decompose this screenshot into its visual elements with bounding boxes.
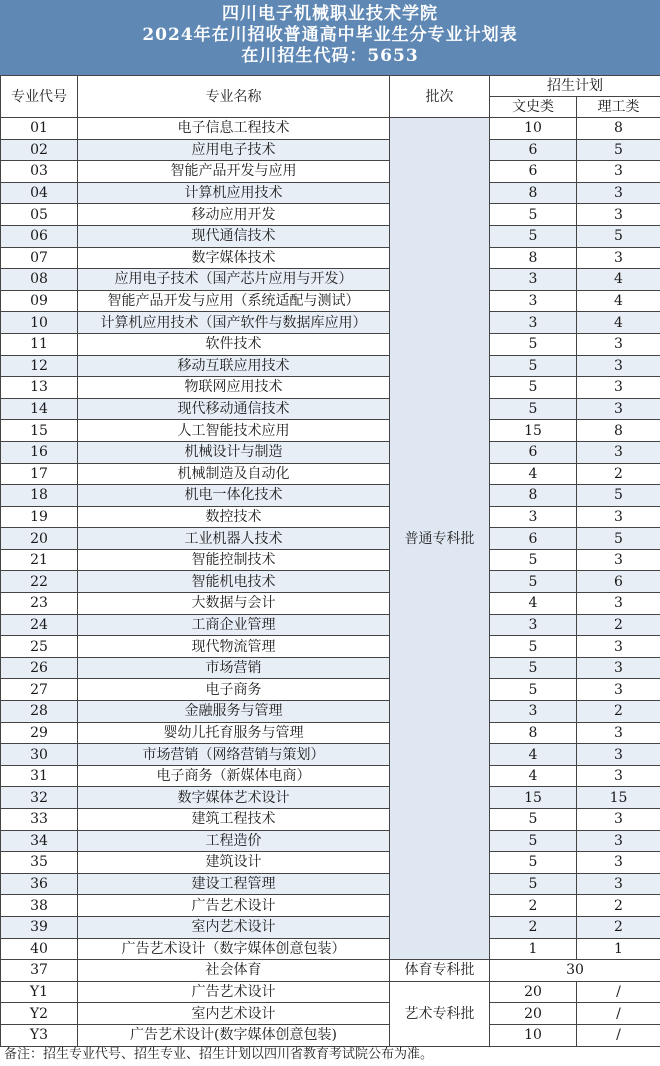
table-row [1, 463, 660, 485]
plan-wenshi: 3 [490, 290, 577, 312]
major-code: 34 [1, 830, 78, 852]
table-row [1, 333, 660, 355]
major-code: 27 [1, 679, 78, 701]
plan-wenshi: 3 [490, 701, 577, 723]
plan-wenshi: 10 [490, 1024, 577, 1046]
plan-ligong: / [577, 981, 660, 1003]
plan-wenshi: 5 [490, 355, 577, 377]
plan-ligong: 5 [577, 139, 660, 161]
plan-ligong: 3 [577, 182, 660, 204]
table-row [1, 528, 660, 550]
plan-title: 2024年在川招收普通高中毕业生分专业计划表 [142, 25, 518, 45]
plan-wenshi: 3 [490, 506, 577, 528]
table-row [1, 852, 660, 874]
major-name: 广告艺术设计 [78, 981, 390, 1003]
major-code: 04 [1, 182, 78, 204]
plan-ligong: 3 [577, 679, 660, 701]
major-name: 数控技术 [78, 506, 390, 528]
table-row [1, 787, 660, 809]
table-row [1, 269, 660, 291]
header-wenshi: 文史类 [490, 97, 577, 118]
major-code: 37 [1, 960, 78, 982]
plan-wenshi: 6 [490, 139, 577, 161]
plan-ligong: 3 [577, 744, 660, 766]
plan-ligong: 3 [577, 161, 660, 183]
table-row [1, 290, 660, 312]
plan-ligong: 15 [577, 787, 660, 809]
table-row [1, 549, 660, 571]
table-row [1, 895, 660, 917]
plan-ligong: 1 [577, 938, 660, 960]
plan-ligong: 2 [577, 463, 660, 485]
enrollment-plan-table [0, 75, 660, 1047]
major-name: 广告艺术设计 [78, 895, 390, 917]
major-code: 28 [1, 701, 78, 723]
plan-wenshi: 5 [490, 679, 577, 701]
major-code: 22 [1, 571, 78, 593]
major-name: 软件技术 [78, 333, 390, 355]
major-name: 应用电子技术 [78, 139, 390, 161]
table-row [1, 247, 660, 269]
plan-ligong: 3 [577, 247, 660, 269]
plan-ligong: 3 [577, 333, 660, 355]
major-name: 市场营销（网络营销与策划） [78, 744, 390, 766]
plan-ligong: 3 [577, 657, 660, 679]
plan-wenshi: 2 [490, 895, 577, 917]
plan-wenshi: 8 [490, 485, 577, 507]
table-row [1, 765, 660, 787]
plan-wenshi: 5 [490, 852, 577, 874]
table-row [1, 204, 660, 226]
major-name: 室内艺术设计 [78, 916, 390, 938]
plan-wenshi: 5 [490, 830, 577, 852]
major-code: Y2 [1, 1003, 78, 1025]
table-row [1, 118, 660, 140]
major-code: 32 [1, 787, 78, 809]
plan-wenshi: 5 [490, 377, 577, 399]
plan-wenshi: 10 [490, 118, 577, 140]
plan-wenshi: 6 [490, 441, 577, 463]
major-code: 36 [1, 873, 78, 895]
major-code: 26 [1, 657, 78, 679]
plan-ligong: 5 [577, 225, 660, 247]
plan-ligong: 3 [577, 852, 660, 874]
plan-ligong: 2 [577, 916, 660, 938]
plan-wenshi: 1 [490, 938, 577, 960]
major-code: 39 [1, 916, 78, 938]
plan-wenshi: 5 [490, 333, 577, 355]
major-name: 金融服务与管理 [78, 701, 390, 723]
plan-wenshi: 5 [490, 636, 577, 658]
major-code: 38 [1, 895, 78, 917]
plan-ligong: 2 [577, 614, 660, 636]
plan-wenshi: 6 [490, 528, 577, 550]
plan-ligong: 3 [577, 204, 660, 226]
plan-wenshi: 4 [490, 765, 577, 787]
major-name: 广告艺术设计（数字媒体创意包装） [78, 938, 390, 960]
plan-ligong: 3 [577, 636, 660, 658]
table-row [1, 722, 660, 744]
plan-wenshi: 2 [490, 916, 577, 938]
school-name: 四川电子机械职业技术学院 [222, 4, 438, 24]
major-code: 40 [1, 938, 78, 960]
major-name: 机电一体化技术 [78, 485, 390, 507]
major-name: 人工智能技术应用 [78, 420, 390, 442]
plan-wenshi: 4 [490, 593, 577, 615]
plan-ligong: 4 [577, 269, 660, 291]
header-ligong: 理工类 [577, 97, 660, 118]
table-row [1, 830, 660, 852]
plan-wenshi: 3 [490, 269, 577, 291]
major-code: 15 [1, 420, 78, 442]
major-name: 工业机器人技术 [78, 528, 390, 550]
major-code: 29 [1, 722, 78, 744]
table-row [1, 593, 660, 615]
plan-ligong: 8 [577, 118, 660, 140]
major-name: 移动应用开发 [78, 204, 390, 226]
plan-wenshi: 3 [490, 312, 577, 334]
major-name: 婴幼儿托育服务与管理 [78, 722, 390, 744]
table-row [1, 938, 660, 960]
plan-ligong: 3 [577, 722, 660, 744]
header-batch: 批次 [390, 76, 490, 118]
plan-wenshi: 5 [490, 873, 577, 895]
plan-wenshi: 5 [490, 571, 577, 593]
plan-wenshi: 4 [490, 744, 577, 766]
table-row [1, 679, 660, 701]
batch-art: 艺术专科批 [390, 981, 490, 1046]
plan-ligong: 3 [577, 377, 660, 399]
major-code: 10 [1, 312, 78, 334]
major-code: 07 [1, 247, 78, 269]
table-row [1, 312, 660, 334]
table-row [1, 701, 660, 723]
major-code: 30 [1, 744, 78, 766]
major-name: 建筑工程技术 [78, 809, 390, 831]
plan-ligong: 5 [577, 485, 660, 507]
major-code: 08 [1, 269, 78, 291]
plan-wenshi: 3 [490, 614, 577, 636]
table-header-row [1, 76, 660, 97]
page-header [0, 0, 660, 75]
plan-ligong: 3 [577, 506, 660, 528]
plan-ligong: 3 [577, 873, 660, 895]
major-code: Y1 [1, 981, 78, 1003]
major-name: 应用电子技术（国产芯片应用与开发） [78, 269, 390, 291]
table-row [1, 571, 660, 593]
plan-ligong: 4 [577, 312, 660, 334]
major-name: 现代通信技术 [78, 225, 390, 247]
plan-wenshi: 5 [490, 549, 577, 571]
plan-wenshi: 5 [490, 657, 577, 679]
major-name: 电子信息工程技术 [78, 118, 390, 140]
major-name: 智能产品开发与应用（系统适配与测试） [78, 290, 390, 312]
major-name: 电子商务 [78, 679, 390, 701]
plan-ligong: 3 [577, 549, 660, 571]
major-code: 13 [1, 377, 78, 399]
plan-wenshi: 4 [490, 463, 577, 485]
major-code: 21 [1, 549, 78, 571]
table-row [1, 657, 660, 679]
major-code: 06 [1, 225, 78, 247]
plan-ligong: 2 [577, 895, 660, 917]
table-row [1, 161, 660, 183]
major-code: 17 [1, 463, 78, 485]
plan-ligong: / [577, 1024, 660, 1046]
major-code: 01 [1, 118, 78, 140]
plan-ligong: 3 [577, 398, 660, 420]
header-code: 专业代号 [1, 76, 78, 118]
table-row [1, 960, 660, 982]
table-row [1, 916, 660, 938]
major-name: 现代物流管理 [78, 636, 390, 658]
batch-sports: 体育专科批 [390, 960, 490, 982]
plan-ligong: 3 [577, 355, 660, 377]
plan-ligong: 5 [577, 528, 660, 550]
plan-ligong: 2 [577, 701, 660, 723]
major-name: 智能机电技术 [78, 571, 390, 593]
header-plan: 招生计划 [490, 76, 660, 97]
table-row [1, 485, 660, 507]
table-row [1, 377, 660, 399]
table-row [1, 981, 660, 1003]
plan-wenshi: 6 [490, 161, 577, 183]
plan-wenshi: 5 [490, 204, 577, 226]
major-name: 机械制造及自动化 [78, 463, 390, 485]
major-name: 电子商务（新媒体电商） [78, 765, 390, 787]
table-row [1, 420, 660, 442]
major-code: 14 [1, 398, 78, 420]
major-code: 25 [1, 636, 78, 658]
plan-ligong: 4 [577, 290, 660, 312]
major-code: 18 [1, 485, 78, 507]
major-code: 16 [1, 441, 78, 463]
plan-wenshi: 15 [490, 420, 577, 442]
table-row [1, 441, 660, 463]
major-name: 工程造价 [78, 830, 390, 852]
table-row [1, 398, 660, 420]
plan-wenshi: 8 [490, 247, 577, 269]
table-row [1, 225, 660, 247]
major-name: 智能控制技术 [78, 549, 390, 571]
major-code: 19 [1, 506, 78, 528]
major-name: 大数据与会计 [78, 593, 390, 615]
major-name: 室内艺术设计 [78, 1003, 390, 1025]
table-row [1, 182, 660, 204]
major-code: 02 [1, 139, 78, 161]
plan-wenshi: 20 [490, 981, 577, 1003]
plan-wenshi: 5 [490, 225, 577, 247]
plan-ligong: 8 [577, 420, 660, 442]
plan-wenshi: 8 [490, 182, 577, 204]
major-code: 20 [1, 528, 78, 550]
major-name: 数字媒体艺术设计 [78, 787, 390, 809]
table-row [1, 744, 660, 766]
major-code: 05 [1, 204, 78, 226]
table-row [1, 1003, 660, 1025]
major-code: 03 [1, 161, 78, 183]
major-name: 市场营销 [78, 657, 390, 679]
table-row [1, 614, 660, 636]
batch-regular: 普通专科批 [390, 118, 490, 960]
enrollment-code: 在川招生代码：5653 [241, 46, 419, 66]
table-row [1, 355, 660, 377]
plan-ligong: 6 [577, 571, 660, 593]
plan-wenshi: 8 [490, 722, 577, 744]
major-name: 建筑设计 [78, 852, 390, 874]
major-code: 24 [1, 614, 78, 636]
header-name: 专业名称 [78, 76, 390, 118]
plan-wenshi: 20 [490, 1003, 577, 1025]
table-row [1, 139, 660, 161]
major-name: 数字媒体技术 [78, 247, 390, 269]
major-code: 31 [1, 765, 78, 787]
major-code: Y3 [1, 1024, 78, 1046]
plan-wenshi: 15 [490, 787, 577, 809]
plan-ligong: 3 [577, 830, 660, 852]
table-row [1, 636, 660, 658]
plan-ligong: 3 [577, 593, 660, 615]
major-code: 33 [1, 809, 78, 831]
major-code: 09 [1, 290, 78, 312]
major-name: 工商企业管理 [78, 614, 390, 636]
table-row [1, 873, 660, 895]
plan-ligong: 3 [577, 809, 660, 831]
table-row [1, 1024, 660, 1046]
table-row [1, 506, 660, 528]
major-code: 12 [1, 355, 78, 377]
footnote: 备注：招生专业代号、招生专业、招生计划以四川省教育考试院公布为准。 [4, 1047, 434, 1062]
plan-wenshi: 5 [490, 809, 577, 831]
major-name: 广告艺术设计(数字媒体创意包装) [78, 1024, 390, 1046]
major-name: 现代移动通信技术 [78, 398, 390, 420]
plan-total: 30 [490, 960, 660, 982]
major-name: 机械设计与制造 [78, 441, 390, 463]
plan-ligong: / [577, 1003, 660, 1025]
plan-wenshi: 5 [490, 398, 577, 420]
major-code: 35 [1, 852, 78, 874]
major-name: 建设工程管理 [78, 873, 390, 895]
plan-ligong: 3 [577, 765, 660, 787]
major-name: 物联网应用技术 [78, 377, 390, 399]
major-code: 23 [1, 593, 78, 615]
table-row [1, 809, 660, 831]
plan-ligong: 3 [577, 441, 660, 463]
major-name: 计算机应用技术 [78, 182, 390, 204]
major-name: 智能产品开发与应用 [78, 161, 390, 183]
major-name: 社会体育 [78, 960, 390, 982]
major-name: 移动互联应用技术 [78, 355, 390, 377]
major-name: 计算机应用技术（国产软件与数据库应用） [78, 312, 390, 334]
major-code: 11 [1, 333, 78, 355]
